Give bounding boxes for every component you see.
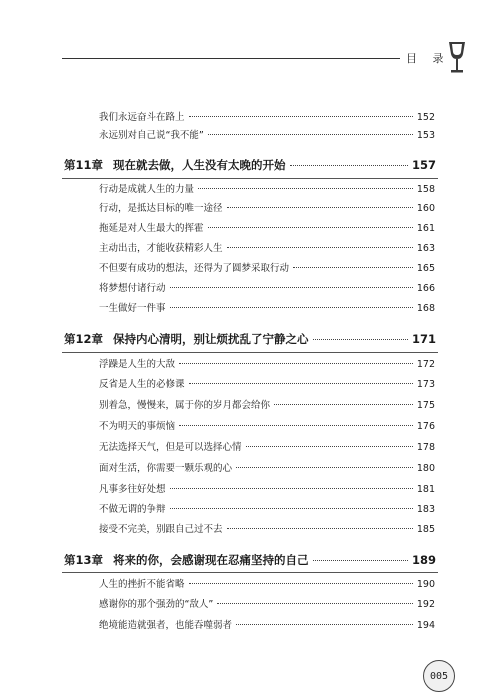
wine-glass-icon: [446, 40, 468, 74]
toc-entry-page: 194: [416, 620, 435, 631]
leader-dots: [217, 603, 413, 604]
toc-entry-title: 不为明天的事烦恼: [99, 421, 176, 432]
toc-entry-title: 一生做好一件事: [99, 303, 166, 314]
chapter-heading[interactable]: [64, 551, 436, 569]
chapter-number: 第13章: [64, 553, 104, 567]
chapter-separator: [62, 352, 438, 353]
toc-entry-title: 不但要有成功的想法，还得为了圆梦采取行动: [99, 263, 290, 274]
toc-entry-page: 166: [416, 283, 435, 294]
toc-entry[interactable]: [99, 462, 435, 476]
toc-entry[interactable]: [99, 578, 435, 592]
leader-dots: [189, 583, 413, 584]
toc-entry-title: 面对生活，你需要一颗乐观的心: [99, 463, 233, 474]
toc-entry-page: 178: [416, 442, 435, 453]
toc-entry[interactable]: [99, 619, 435, 633]
toc-entry-page: 163: [416, 243, 435, 254]
toc-entry[interactable]: [99, 262, 435, 276]
chapter-heading[interactable]: [64, 156, 436, 174]
toc-entry-page: 161: [416, 223, 435, 234]
chapter-page: 157: [411, 158, 436, 172]
toc-entry-page: 175: [416, 400, 435, 411]
toc-entry[interactable]: [99, 222, 435, 236]
toc-entry[interactable]: [99, 399, 435, 413]
leader-dots: [170, 287, 413, 288]
page-number-badge: 005: [423, 660, 455, 692]
leader-dots: [170, 307, 413, 308]
toc-entry-page: 153: [416, 130, 435, 141]
toc-entry-title: 绝境能造就强者，也能吞噬弱者: [99, 620, 233, 631]
leader-dots: [208, 134, 413, 135]
toc-entry-title: 将梦想付诸行动: [99, 283, 166, 294]
chapter-title: 保持内心清明，别让烦扰乱了宁静之心: [113, 332, 309, 346]
toc-entry[interactable]: [99, 358, 435, 372]
toc-entry-title: 别着急，慢慢来，属于你的岁月都会给你: [99, 400, 271, 411]
leader-dots: [189, 116, 413, 117]
toc-entry-page: 181: [416, 484, 435, 495]
leader-dots: [227, 247, 413, 248]
toc-entry-page: 165: [416, 263, 435, 274]
toc-entry[interactable]: [99, 598, 435, 612]
toc-entry[interactable]: [99, 483, 435, 497]
leader-dots: [313, 339, 408, 340]
leader-dots: [274, 404, 413, 405]
header-rule: [62, 58, 400, 59]
leader-dots: [293, 267, 413, 268]
toc-entry[interactable]: [99, 129, 435, 143]
leader-dots: [170, 488, 413, 489]
toc-entry[interactable]: [99, 503, 435, 517]
chapter-number: 第12章: [64, 332, 104, 346]
toc-entry-page: 160: [416, 203, 435, 214]
toc-entry-page: 168: [416, 303, 435, 314]
leader-dots: [236, 467, 413, 468]
chapter-title: 现在就去做，人生没有太晚的开始: [113, 158, 286, 172]
leader-dots: [179, 425, 413, 426]
leader-dots: [246, 446, 413, 447]
chapter-separator: [62, 178, 438, 179]
toc-entry-title: 反省是人生的必修课: [99, 379, 185, 390]
toc-entry-title: 行动，是抵达目标的唯一途径: [99, 203, 223, 214]
chapter-page: 189: [411, 553, 436, 567]
chapter-title: 将来的你，会感谢现在忍痛坚持的自己: [113, 553, 309, 567]
leader-dots: [313, 560, 408, 561]
toc-entry-title: 行动是成就人生的力量: [99, 184, 195, 195]
leader-dots: [170, 508, 413, 509]
toc-entry-page: 173: [416, 379, 435, 390]
toc-entry-page: 192: [416, 599, 435, 610]
toc-entry-title: 拖延是对人生最大的挥霍: [99, 223, 204, 234]
toc-entry-title: 感谢你的那个强劲的“敌人”: [99, 599, 214, 610]
toc-entry-title: 我们永远奋斗在路上: [99, 112, 185, 123]
toc-entry[interactable]: [99, 523, 435, 537]
toc-entry-title: 不做无谓的争辩: [99, 504, 166, 515]
leader-dots: [179, 363, 413, 364]
toc-entry[interactable]: [99, 202, 435, 216]
toc-entry[interactable]: [99, 302, 435, 316]
toc-entry-page: 172: [416, 359, 435, 370]
chapter-number: 第11章: [64, 158, 104, 172]
leader-dots: [189, 383, 413, 384]
toc-entry[interactable]: [99, 378, 435, 392]
toc-entry-page: 180: [416, 463, 435, 474]
leader-dots: [236, 624, 413, 625]
toc-entry-title: 凡事多往好处想: [99, 484, 166, 495]
toc-entry-page: 152: [416, 112, 435, 123]
toc-entry-page: 183: [416, 504, 435, 515]
toc-entry[interactable]: [99, 183, 435, 197]
toc-entry-title: 浮躁是人生的大敌: [99, 359, 176, 370]
toc-entry[interactable]: [99, 111, 435, 125]
chapter-heading[interactable]: [64, 330, 436, 348]
toc-entry[interactable]: [99, 420, 435, 434]
toc-entry-page: 158: [416, 184, 435, 195]
toc-entry-title: 无法选择天气，但是可以选择心情: [99, 442, 242, 453]
toc-entry-title: 人生的挫折不能省略: [99, 579, 185, 590]
toc-entry-title: 主动出击，才能收获精彩人生: [99, 243, 223, 254]
toc-entry[interactable]: [99, 282, 435, 296]
toc-entry-page: 185: [416, 524, 435, 535]
leader-dots: [227, 528, 413, 529]
toc-entry-title: 永远别对自己说“我不能”: [99, 130, 204, 141]
leader-dots: [290, 165, 408, 166]
toc-entry-title: 接受不完美，别跟自己过不去: [99, 524, 223, 535]
header-label: 目 录: [406, 52, 450, 65]
leader-dots: [198, 188, 413, 189]
toc-entry[interactable]: [99, 242, 435, 256]
chapter-page: 171: [411, 332, 436, 346]
toc-entry-page: 190: [416, 579, 435, 590]
toc-entry[interactable]: [99, 441, 435, 455]
leader-dots: [208, 227, 413, 228]
chapter-separator: [62, 572, 438, 573]
toc-entry-page: 176: [416, 421, 435, 432]
leader-dots: [227, 207, 413, 208]
